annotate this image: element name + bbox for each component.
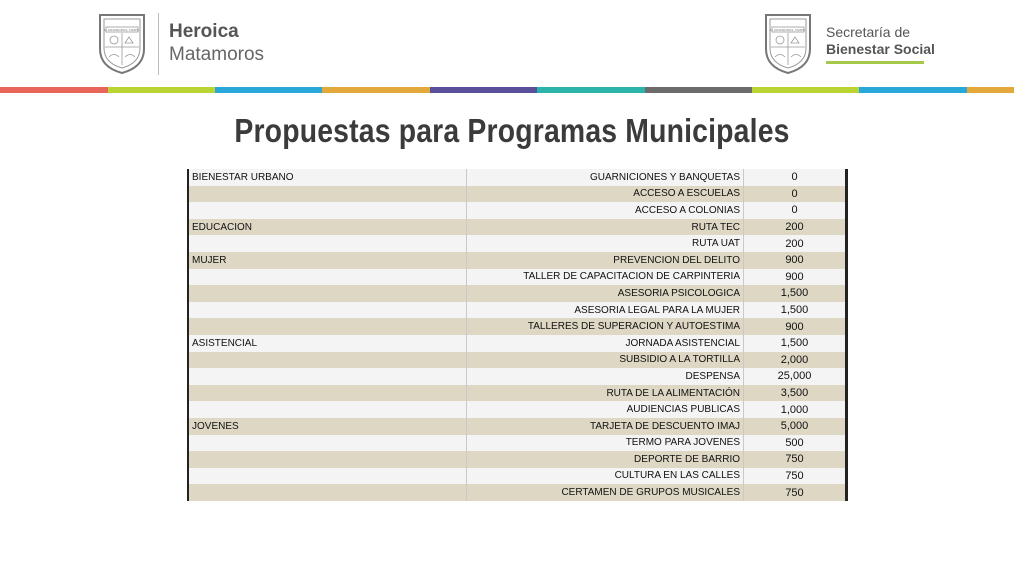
table-row [189,435,845,452]
program-cell: ACCESO A COLONIAS [467,202,744,219]
category-cell [189,235,467,252]
value-cell: 750 [744,468,846,485]
category-cell [189,468,467,485]
value-cell: 3,500 [744,385,846,402]
program-cell: RUTA UAT [467,235,744,252]
value-cell: 900 [744,252,846,269]
program-cell: TALLERES DE SUPERACION Y AUTOESTIMA [467,318,744,335]
stripe-segment [0,87,108,93]
category-cell: ASISTENCIAL [189,335,467,352]
value-cell: 0 [744,186,846,203]
city-seal-icon [762,13,814,75]
svg-text:H. MATAMOROS, TAMPS.: H. MATAMOROS, TAMPS. [770,28,806,32]
program-cell: TALLER DE CAPACITACION DE CARPINTERIA [467,269,744,286]
program-cell: RUTA TEC [467,219,744,236]
table-row [189,352,845,369]
category-cell [189,318,467,335]
stripe-segment [752,87,859,93]
table-row [189,451,845,468]
city-seal-icon [96,13,148,75]
table-row [189,302,845,319]
category-cell [189,484,467,501]
value-cell: 200 [744,219,846,236]
category-cell [189,385,467,402]
color-stripe [0,87,1024,93]
category-cell: JOVENES [189,418,467,435]
value-cell: 750 [744,484,846,501]
department-line-2: Bienestar Social [826,41,935,57]
value-cell: 2,000 [744,352,846,369]
program-cell: ASESORIA PSICOLOGICA [467,285,744,302]
table-row [189,269,845,286]
municipality-logo [96,12,264,76]
category-cell: BIENESTAR URBANO [189,169,467,186]
stripe-segment [322,87,430,93]
department-underline [826,61,924,64]
table-row [189,252,845,269]
program-cell: GUARNICIONES Y BANQUETAS [467,169,744,186]
category-cell [189,186,467,203]
table-row [189,468,845,485]
stripe-segment [215,87,322,93]
category-cell: MUJER [189,252,467,269]
department-line-1: Secretaría de [826,24,911,40]
value-cell: 200 [744,235,846,252]
category-cell [189,285,467,302]
value-cell: 1,500 [744,335,846,352]
program-cell: SUBSIDIO A LA TORTILLA [467,352,744,369]
table-row [189,235,845,252]
category-cell [189,269,467,286]
program-cell: AUDIENCIAS PUBLICAS [467,401,744,418]
brand-subtitle: Matamoros [169,44,265,65]
program-cell: TERMO PARA JOVENES [467,435,744,452]
stripe-segment [537,87,645,93]
value-cell: 900 [744,269,846,286]
programs-table [187,169,848,501]
program-cell: CULTURA EN LAS CALLES [467,468,744,485]
category-cell [189,401,467,418]
program-cell: PREVENCION DEL DELITO [467,252,744,269]
table-row [189,368,845,385]
value-cell: 1,000 [744,401,846,418]
stripe-segment [967,87,1014,93]
table-row [189,285,845,302]
table-row [189,186,845,203]
value-cell: 0 [744,202,846,219]
category-cell: EDUCACION [189,219,467,236]
category-cell [189,202,467,219]
program-cell: TARJETA DE DESCUENTO IMAJ [467,418,744,435]
logo-divider [158,13,159,75]
stripe-segment [859,87,967,93]
page-title: Propuestas para Programas Municipales [234,112,790,149]
value-cell: 25,000 [744,368,846,385]
table-row [189,385,845,402]
program-cell: CERTAMEN DE GRUPOS MUSICALES [467,484,744,501]
svg-text:H. MATAMOROS, TAMPS.: H. MATAMOROS, TAMPS. [104,28,140,32]
program-cell: ACCESO A ESCUELAS [467,186,744,203]
category-cell [189,352,467,369]
value-cell: 0 [744,169,846,186]
table-row [189,335,845,352]
value-cell: 900 [744,318,846,335]
value-cell: 1,500 [744,302,846,319]
program-cell: RUTA DE LA ALIMENTACIÓN [467,385,744,402]
value-cell: 500 [744,435,846,452]
table-row [189,418,845,435]
table-row [189,219,845,236]
program-cell: DESPENSA [467,368,744,385]
table-row [189,318,845,335]
department-logo [762,12,935,76]
table-row [189,202,845,219]
table-row [189,484,845,501]
program-cell: DEPORTE DE BARRIO [467,451,744,468]
brand-title: Heroica [169,21,239,42]
category-cell [189,451,467,468]
stripe-segment [430,87,537,93]
value-cell: 5,000 [744,418,846,435]
category-cell [189,302,467,319]
category-cell [189,368,467,385]
program-cell: ASESORIA LEGAL PARA LA MUJER [467,302,744,319]
value-cell: 750 [744,451,846,468]
stripe-segment [645,87,752,93]
table-row [189,169,845,186]
table-row [189,401,845,418]
category-cell [189,435,467,452]
value-cell: 1,500 [744,285,846,302]
program-cell: JORNADA ASISTENCIAL [467,335,744,352]
stripe-segment [108,87,215,93]
